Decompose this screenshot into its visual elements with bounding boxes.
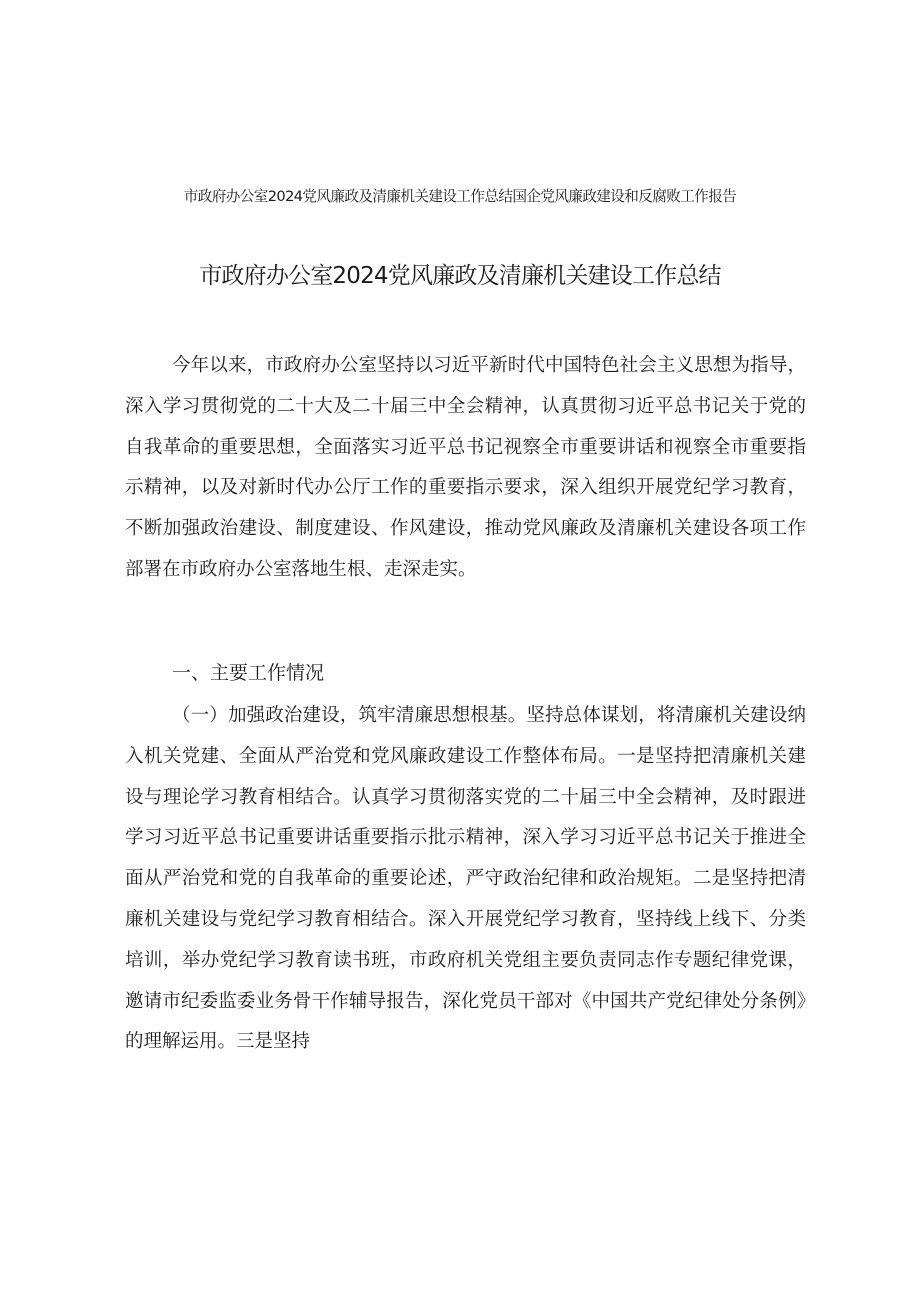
document-title: 市政府办公室2024党风廉政及清廉机关建设工作总结 [199,263,721,289]
document-header-line: 市政府办公室2024党风廉政及清廉机关建设工作总结国企党风廉政建设和反腐败工作报告 [183,188,737,205]
intro-paragraph: 今年以来，市政府办公室坚持以习近平新时代中国特色社会主义思想为指导，深入学习贯彻党的二十大及二十届三中全会精神，认真贯彻习近平总书记关于党的自我革命的重要思想，全面落实习近平总书记视察全市重要讲话和视察全市重要指示精神，以及对新时代办公厅工作的重要指示要求，深入组织开展党纪学习教育，不断加强政治建设、制度建设、作风建设，推动党风廉政及清廉机关建设各项工作部署在市政府办公室落地生根、走深走实。 [125,355,806,580]
section-paragraph: （一）加强政治建设，筑牢清廉思想根基。坚持总体谋划，将清廉机关建设纳入机关党建、全面从严治党和党风廉政建设工作整体布局。一是坚持把清廉机关建设与理论学习教育相结合。认真学习贯彻落实党的二十届三中全会精神，及时跟进学习习近平总书记重要讲话重要指示批示精神，深入学习习近平总书记关于推进全面从严治党和党的自我革命的重要论述，严守政治纪律和政治规矩。二是坚持把清廉机关建设与党纪学习教育相结合。深入开展党纪学习教育，坚持线上线下、分类培训，举办党纪学习教育读书班，市政府机关党组主要负责同志作专题纪律党课，邀请市纪委监委业务骨干作辅导报告，深化党员干部对《中国共产党纪律处分条例》的理解运用。三是坚持 [125,705,806,1053]
section-heading: 一、主要工作情况 [172,662,325,684]
